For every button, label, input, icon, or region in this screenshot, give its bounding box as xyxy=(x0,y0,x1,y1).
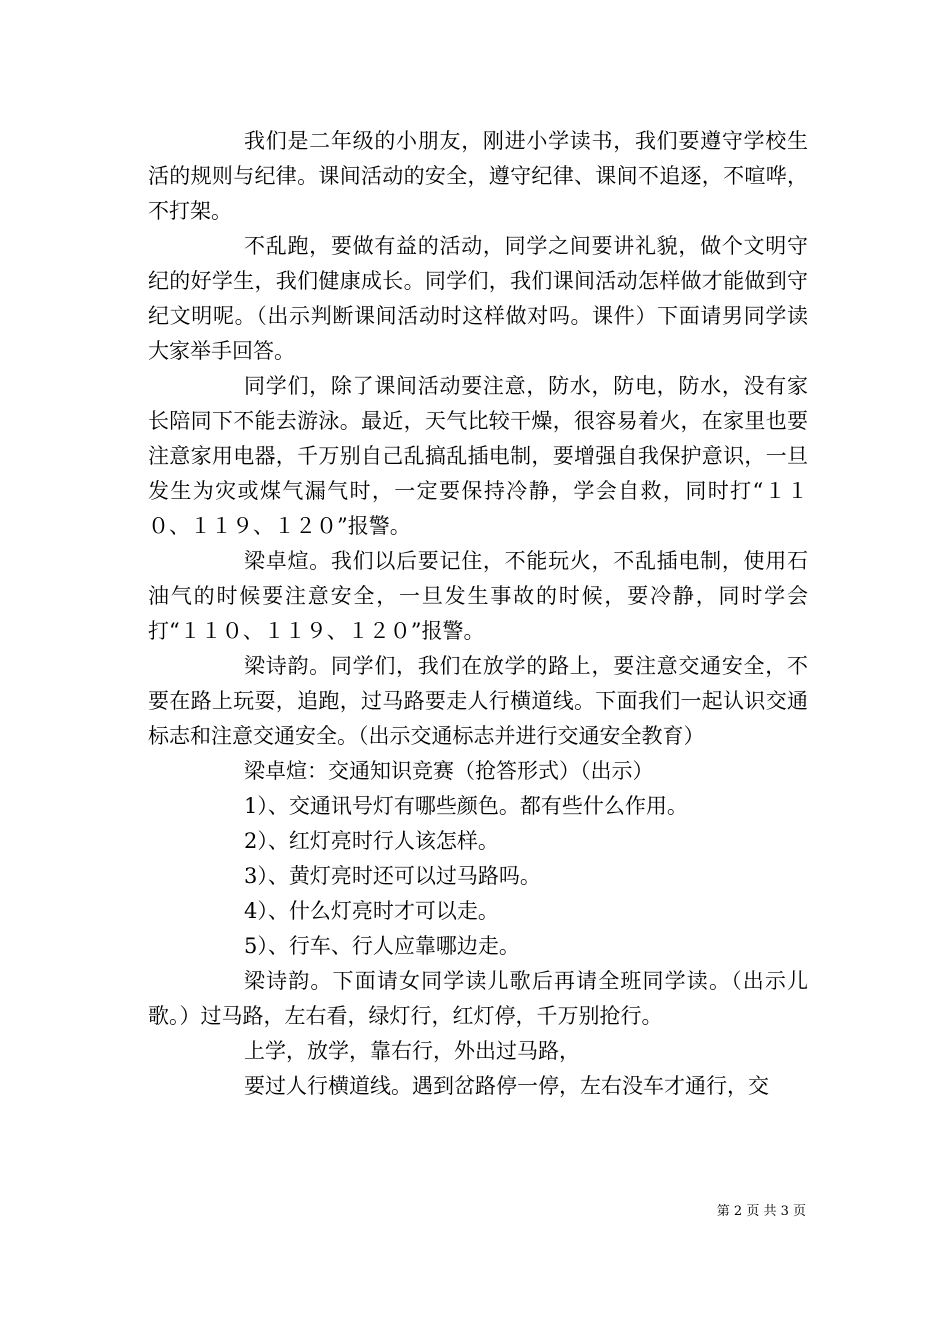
quiz-item: 5）、行车、行人应靠哪边走。 xyxy=(244,934,520,958)
paragraph: 同学们，除了课间活动要注意，防水，防电，防水，没有家长陪同下不能去游泳。最近，天气比较干燥，很容易着火，在家里也要注意家用电器，千万别自己乱搞乱插电制，要增强自我保护意识，一旦发生为灾或煤气漏气时，一定要保持冷静，学会自救，同时打“１１０、１１９、１２０”报警。 xyxy=(148,374,808,538)
quiz-item: 2）、红灯亮时行人该怎样。 xyxy=(244,829,499,853)
paragraph: 不乱跑，要做有益的活动，同学之间要讲礼貌，做个文明守纪的好学生，我们健康成长。同学们，我们课间活动怎样做才能做到守纪文明呢。（出示判断课间活动时这样做对吗。课件）下面请男同学读大家举手回答。 xyxy=(148,234,808,363)
closing-paragraph: 梁诗韵。下面请女同学读儿歌后再请全班同学读。（出示儿歌。）过马路，左右看，绿灯行，红灯停，千万别抢行。 xyxy=(148,969,808,1028)
song-line: 上学，放学，靠右行，外出过马路， xyxy=(244,1039,580,1063)
paragraph: 我们是二年级的小朋友，刚进小学读书，我们要遵守学校生活的规则与纪律。课间活动的安全，遵守纪律、课间不追逐，不喧哗，不打架。 xyxy=(148,129,808,223)
paragraph: 梁卓煊。我们以后要记住，不能玩火，不乱插电制，使用石油气的时候要注意安全，一旦发生事故的时候，要冷静，同时学会打“１１０、１１９、１２０”报警。 xyxy=(148,549,808,643)
quiz-item: 3）、黄灯亮时还可以过马路吗。 xyxy=(244,864,541,888)
song-line: 要过人行横道线。遇到岔路停一停，左右没车才通行，交 xyxy=(244,1074,769,1098)
quiz-item: 4）、什么灯亮时才可以走。 xyxy=(244,899,499,923)
paragraph: 梁诗韵。同学们，我们在放学的路上，要注意交通安全，不要在路上玩耍，追跑，过马路要走人行横道线。下面我们一起认识交通标志和注意交通安全。（出示交通标志并进行交通安全教育） xyxy=(148,654,808,748)
document-body xyxy=(148,124,808,1104)
page-number: 第 2 页 共 3 页 xyxy=(716,1204,806,1219)
quiz-title: 梁卓煊：交通知识竞赛（抢答形式）（出示） xyxy=(244,759,654,783)
quiz-item: 1）、交通讯号灯有哪些颜色。都有些什么作用。 xyxy=(244,794,688,818)
